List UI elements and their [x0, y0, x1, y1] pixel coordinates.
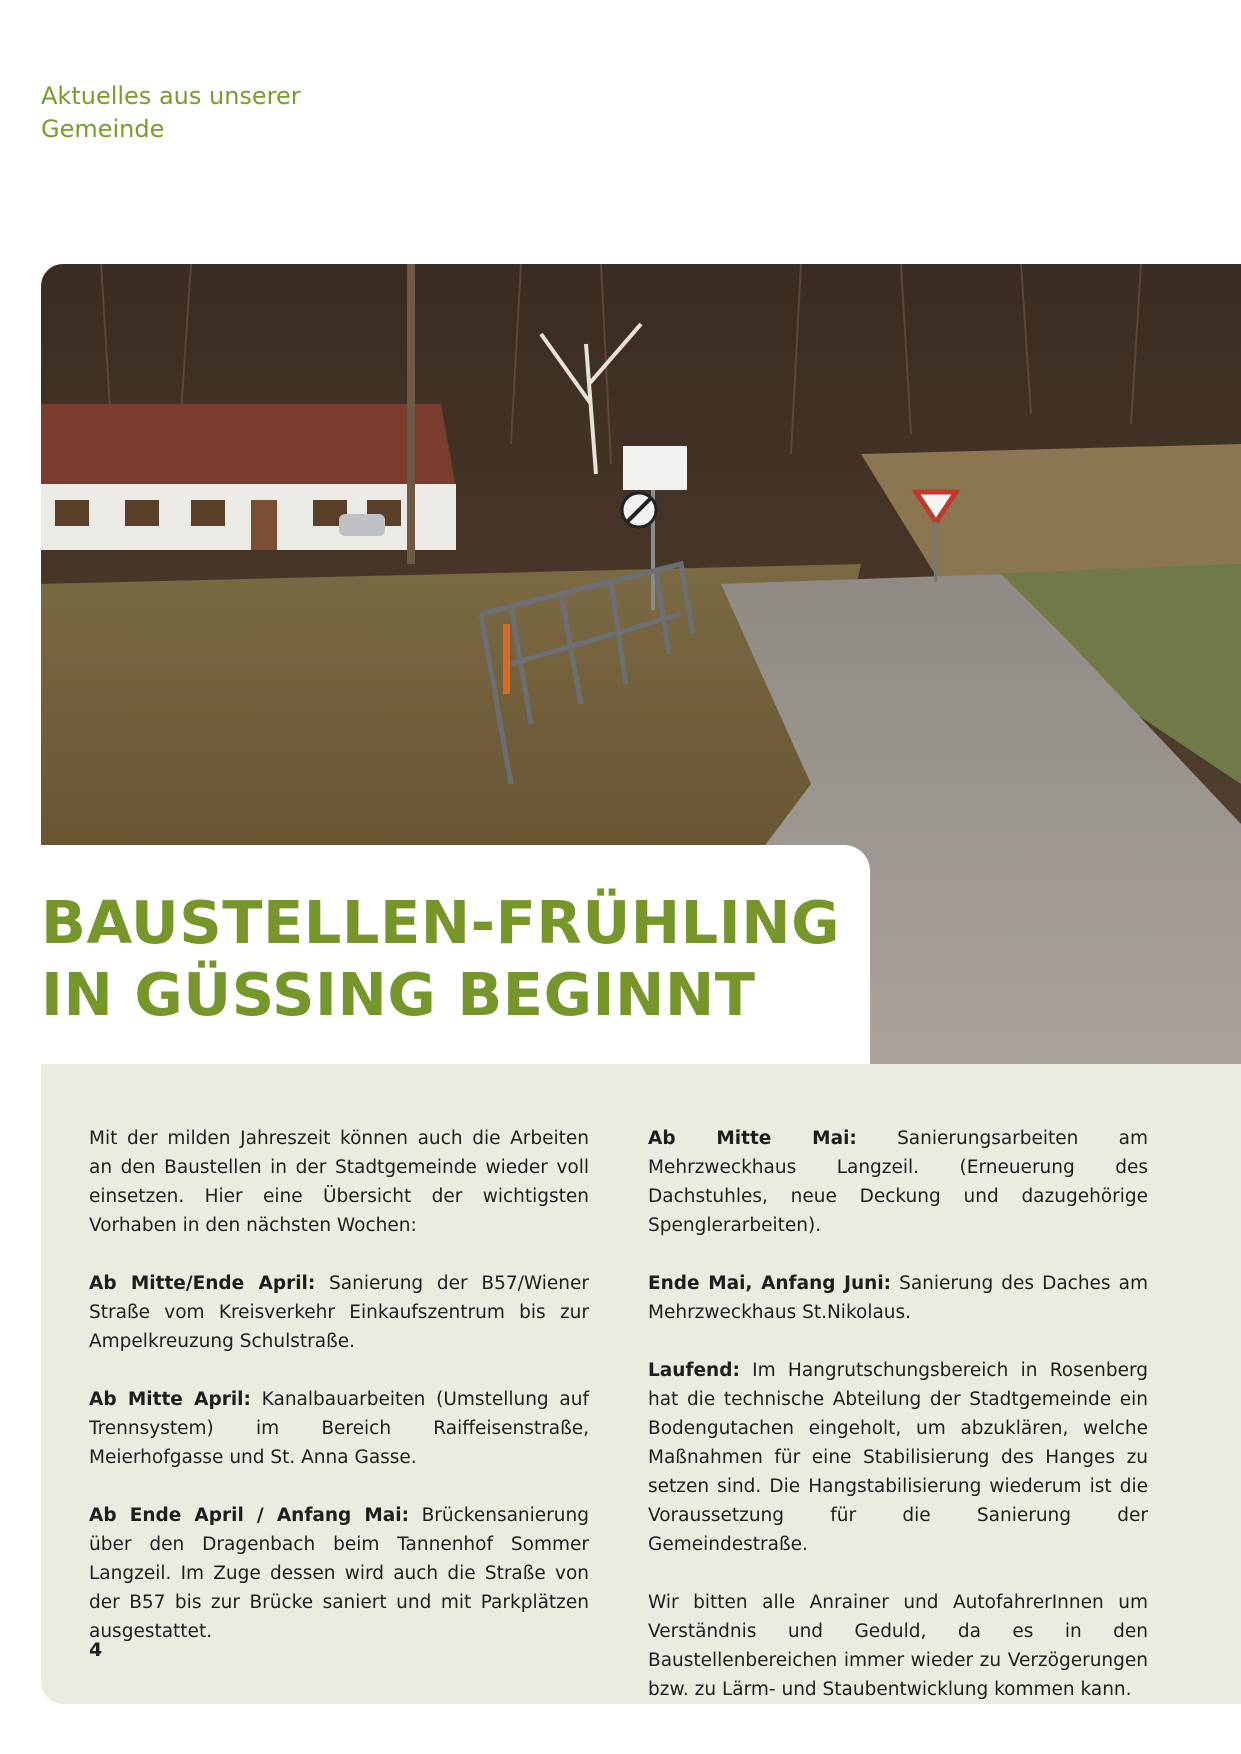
right-column: [648, 1124, 1148, 1733]
item-paragraph: [648, 1269, 1148, 1327]
item-paragraph: [89, 1269, 589, 1356]
article-body: [41, 1064, 1241, 1704]
item-text: Im Hangrutschungsbereich in Rosenberg hat die technische Abteilung der Stadtgemeinde ein Bodengutachen eingeholt, um abzuklären, welche Maßnahmen für eine Stabilisierung des Hanges zu setzen sind. Die Hangstabilisierung wiederum ist die Voraussetzung für die Sanierung der Gemeindestraße.: [648, 1360, 1148, 1555]
article-title-line1: BAUSTELLEN-FRÜHLING: [41, 888, 840, 957]
title-box: [41, 845, 870, 1069]
article-title: [41, 887, 840, 1031]
item-label: Ab Ende April / Anfang Mai:: [89, 1505, 410, 1526]
item-paragraph: [89, 1501, 589, 1646]
closing-paragraph: Wir bitten alle Anrainer und AutofahrerInnen um Verständnis und Geduld, da es in den Baustellenbereichen immer wieder zu Verzögerungen bzw. zu Lärm- und Staubentwicklung kommen kann.: [648, 1592, 1148, 1700]
item-paragraph: [648, 1124, 1148, 1240]
item-text: Sanierung des Daches am Mehrzweckhaus St.Nikolaus.: [648, 1273, 1148, 1323]
item-label: Laufend:: [648, 1360, 740, 1381]
section-label-line2: Gemeinde: [41, 115, 165, 143]
section-label-line1: Aktuelles aus unserer: [41, 82, 301, 110]
item-paragraph: [89, 1385, 589, 1472]
item-label: Ab Mitte/Ende April:: [89, 1273, 316, 1294]
left-column: [89, 1124, 589, 1675]
item-text: Brückensanierung über den Dragenbach beim Tannenhof Sommer Langzeil. Im Zuge dessen wird auch die Straße von der B57 bis zur Brücke saniert und mit Parkplätzen ausgestattet.: [89, 1505, 589, 1642]
item-text: Kanalbauarbeiten (Umstellung auf Trennsystem) im Bereich Raiffeisenstraße, Meierhofgasse und St. Anna Gasse.: [89, 1389, 589, 1468]
page-number: 4: [89, 1639, 103, 1661]
item-label: Ab Mitte Mai:: [648, 1128, 857, 1149]
item-paragraph: [648, 1356, 1148, 1559]
item-label: Ab Mitte April:: [89, 1389, 251, 1410]
item-text: Sanierungsarbeiten am Mehrzweckhaus Langzeil. (Erneuerung des Dachstuhles, neue Deckung und dazugehörige Spenglerarbeiten).: [648, 1128, 1149, 1236]
article-title-line2: IN GÜSSING BEGINNT: [41, 960, 756, 1029]
item-text: Sanierung der B57/Wiener Straße vom Kreisverkehr Einkaufszentrum bis zur Ampelkreuzung Schulstraße.: [89, 1273, 589, 1352]
intro-paragraph: Mit der milden Jahreszeit können auch die Arbeiten an den Baustellen in der Stadtgemeinde wieder voll einsetzen. Hier eine Übersicht der wichtigsten Vorhaben in den nächsten Wochen:: [89, 1128, 589, 1236]
section-label: [41, 80, 361, 146]
item-label: Ende Mai, Anfang Juni:: [648, 1273, 892, 1294]
